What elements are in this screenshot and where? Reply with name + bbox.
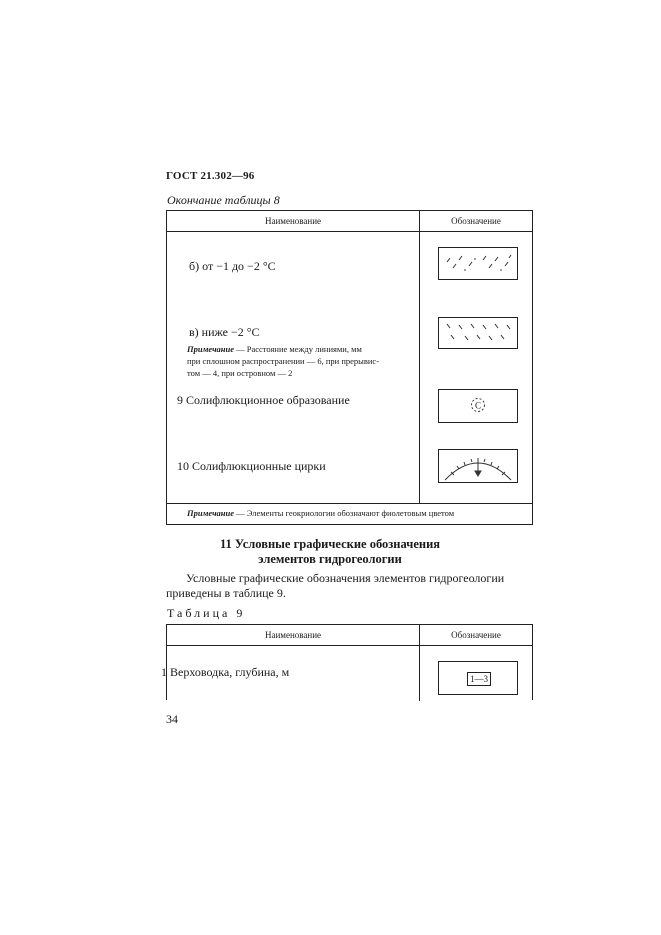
solifluction-symbol-letter: С xyxy=(474,400,482,411)
page-number: 34 xyxy=(166,712,178,726)
perched-water-symbol xyxy=(438,661,518,695)
note-line: том — 4, при островном — 2 xyxy=(187,368,293,378)
note-prefix: Примечание xyxy=(187,344,235,354)
table8-row-label: б) от −1 до −2 °С xyxy=(189,259,276,273)
table9-header-divider xyxy=(167,645,532,646)
cirque-arc-icon xyxy=(439,450,517,482)
note-line: при сплошном распространении — 6, при прерывис- xyxy=(187,356,380,366)
table8-row-label: 9 Солифлюкционное образование xyxy=(177,393,350,407)
section-paragraph xyxy=(166,571,534,601)
solifluction-circle-icon xyxy=(439,390,517,422)
depth-label-box xyxy=(467,672,491,686)
table9-row-label: 1 Верховодка, глубина, м xyxy=(161,665,290,679)
permafrost-island-symbol xyxy=(438,317,518,349)
solifluction-cirques-symbol xyxy=(438,449,518,483)
permafrost-intermittent-symbol xyxy=(438,247,518,280)
table8-header-symbol: Обозначение xyxy=(451,216,501,226)
table8-header-divider xyxy=(167,231,532,232)
table8-footnote-divider xyxy=(167,503,532,504)
paragraph-line: Условные графические обозначения элементов гидрогеологии xyxy=(186,571,505,585)
table8 xyxy=(166,210,533,525)
table8-header-name: Наименование xyxy=(264,216,322,226)
footnote-prefix: Примечание xyxy=(187,508,235,518)
table8-row-note xyxy=(187,343,427,379)
table9-caption: Таблица 9 xyxy=(167,606,246,620)
table9 xyxy=(161,624,533,700)
solifluction-formation-symbol xyxy=(438,389,518,423)
depth-value: 1—3 xyxy=(470,674,488,684)
table9-header-symbol: Обозначение xyxy=(451,630,501,640)
note-line: — Расстояние между линиями, мм xyxy=(234,344,362,354)
section-title xyxy=(160,537,500,567)
table9-header-name: Наименование xyxy=(264,630,322,640)
paragraph-line: приведены в таблице 9. xyxy=(166,586,286,600)
standard-code: ГОСТ 21.302—96 xyxy=(166,170,255,182)
dash-pattern-icon xyxy=(439,318,517,348)
footnote-text: — Элементы геокриологии обозначают фиолетовым цветом xyxy=(234,508,455,518)
table8-caption: Окончание таблицы 8 xyxy=(167,193,280,207)
table8-row-label: 10 Солифлюкционные цирки xyxy=(177,459,326,473)
table8-footnote xyxy=(187,507,527,519)
section-title-line: элементов гидрогеологии xyxy=(258,552,402,566)
section-title-line: 11 Условные графические обозначения xyxy=(219,537,441,551)
dash-pattern-icon xyxy=(439,248,517,279)
table8-row-label: в) ниже −2 °С xyxy=(189,325,260,339)
